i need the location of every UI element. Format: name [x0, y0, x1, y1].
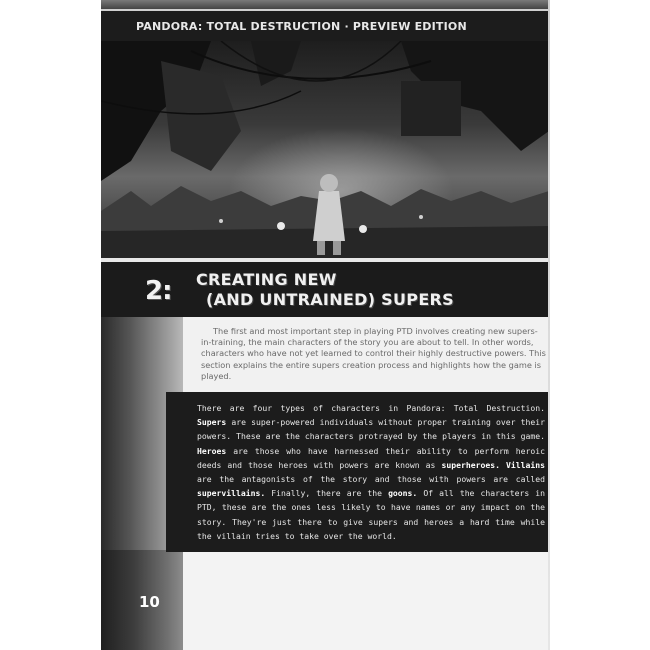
term-heroes: Heroes [197, 445, 227, 456]
page-edge [548, 0, 550, 650]
body-text-1: There are four types of characters in Pandora: Total Destruction. [197, 403, 545, 413]
term-superheroes: superheroes. [441, 459, 500, 470]
header-title: PANDORA: TOTAL DESTRUCTION · PREVIEW EDITION [136, 19, 467, 33]
chapter-title-line1: CREATING NEW [196, 270, 337, 289]
body-text-5: Finally, there are the [271, 488, 383, 499]
intro-paragraph: The first and most important step in playing PTD involves creating new supers-in-training, the main characters of the story you are about to tell. In other words, characters who have not yet learned to control their highly destructive powers. This section explains the entire supers creation process and highlights how the game is played. [201, 326, 546, 381]
page-number: 10 [139, 593, 160, 611]
book-page [101, 0, 549, 650]
body-text-3: are those who have harnessed their ability to perform heroic deeds and those heroes with powers are known as [197, 445, 546, 470]
body-text-2: are super-powered individuals without proper training over their powers. These are the characters protrayed by the players in this game. [197, 417, 545, 442]
body-text-4: are the antagonists of the story and those with powers are called [197, 474, 545, 485]
body-paragraph [197, 401, 545, 543]
chapter-title-line2: (AND UNTRAINED) SUPERS [206, 290, 454, 309]
term-goons: goons. [388, 488, 418, 499]
term-supervillains: supervillains. [197, 488, 266, 499]
header-bar [101, 11, 549, 41]
hero-scene-art [101, 41, 549, 260]
term-villains: Villains [506, 459, 546, 470]
chapter-number: 2: [145, 276, 172, 306]
hero-illustration [101, 41, 549, 260]
term-supers: Supers [197, 417, 227, 428]
top-strip [101, 0, 549, 9]
body-text-6: Of all the characters in PTD, these are the ones less likely to have names or any impact on the story. They're just there to give supers and heroes a hard time while the villain tries to take over the world. [197, 488, 546, 541]
